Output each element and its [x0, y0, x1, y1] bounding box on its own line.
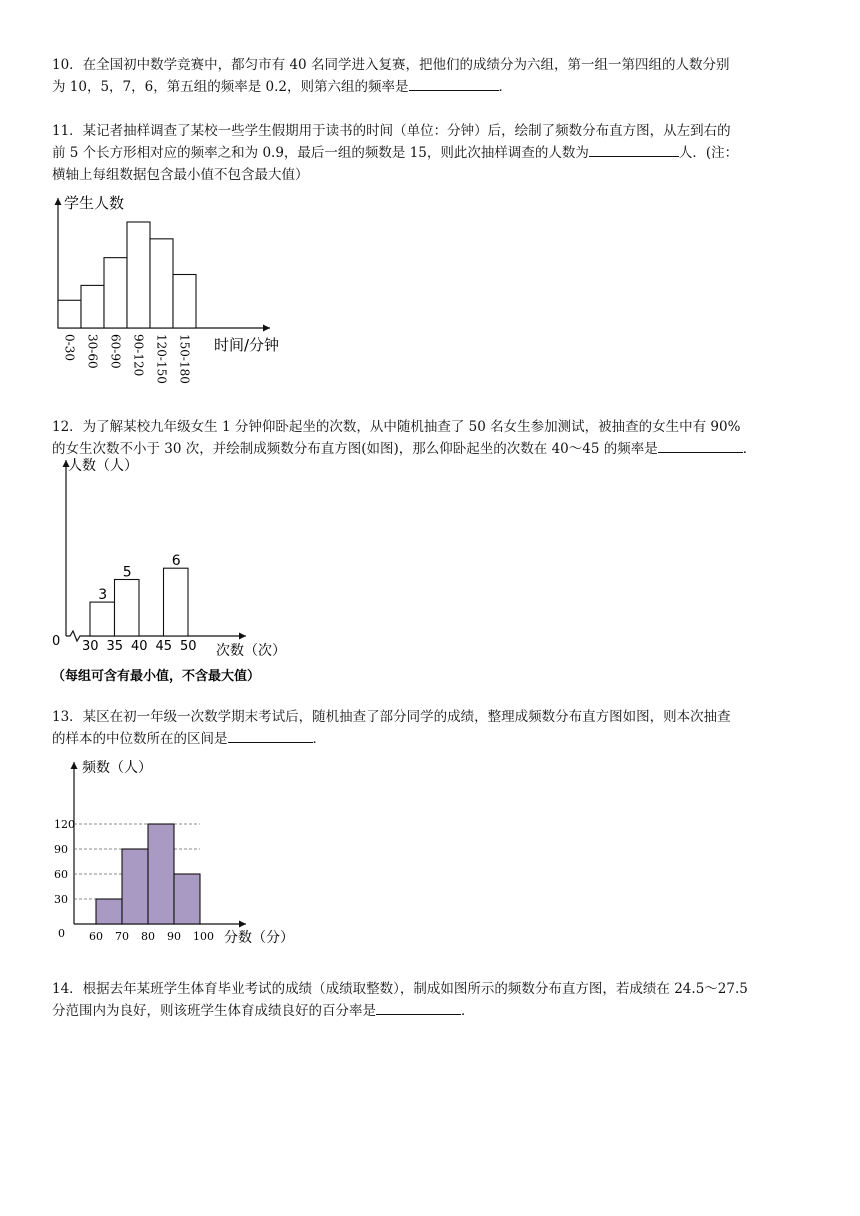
- bar-60-90: [104, 258, 127, 328]
- answer-blank[interactable]: [409, 76, 499, 91]
- question-14: [52, 978, 812, 1022]
- bar-60-70: [96, 899, 122, 924]
- y-axis-label: 频数（人）: [82, 760, 152, 776]
- x-axis-label: 时间/分钟: [214, 336, 280, 354]
- y-axis-label: 人数（人）: [68, 458, 138, 474]
- q12-histogram: [48, 456, 308, 686]
- answer-blank[interactable]: [589, 142, 679, 157]
- x-axis-label: 分数（分）: [224, 930, 294, 946]
- x-tick-label: 40: [131, 639, 148, 654]
- x-tick-label: 70: [115, 930, 129, 943]
- x-tick-label: 150-180: [177, 334, 192, 384]
- bar-35-40: [115, 580, 140, 637]
- y-tick-label: 120: [54, 818, 75, 831]
- x-tick-label: 120-150: [154, 334, 169, 384]
- y-tick-label: 30: [54, 893, 68, 906]
- q11-line2-end: 人．(注：: [678, 145, 739, 161]
- x-tick-label: 90-120: [131, 334, 146, 377]
- y-axis-label: 学生人数: [64, 194, 125, 212]
- bar-30-60: [81, 285, 104, 328]
- x-tick-label: 100: [193, 930, 214, 943]
- origin-label: 0: [52, 634, 61, 649]
- q12-line2: 的女生次数不小于 30 次，并绘制成频数分布直方图(如图)，那么仰卧起坐的次数在 40～45 的频率是: [52, 441, 658, 457]
- x-tick-label: 45: [155, 639, 173, 654]
- q12-line2-end: ．: [742, 441, 757, 457]
- bar-80-90: [148, 824, 174, 924]
- q11-line3: 横轴上每组数据包含最小值不包含最大值）: [52, 167, 309, 183]
- x-tick-label: 30: [82, 639, 99, 654]
- bar-value-label: 3: [98, 587, 108, 604]
- x-tick-label: 80: [141, 930, 155, 943]
- question-11: [52, 120, 812, 186]
- q12-line1: 12．为了解某校九年级女生 1 分钟仰卧起坐的次数，从中随机抽查了 50 名女生参加测试，被抽查的女生中有 90%: [52, 419, 741, 435]
- q10-line2-end: ．: [498, 79, 512, 95]
- q11-line1: 11．某记者抽样调查了某校一些学生假期用于读书的时间（单位：分钟）后，绘制了频数分布直方图，从左到右的: [52, 123, 731, 139]
- x-tick-label: 60: [89, 930, 103, 943]
- y-tick-label: 60: [54, 868, 68, 881]
- bar-70-80: [122, 849, 148, 924]
- bar-150-180: [173, 275, 196, 328]
- answer-blank[interactable]: [658, 438, 743, 453]
- answer-blank[interactable]: [376, 1000, 461, 1015]
- q11-line2: 前 5 个长方形相对应的频率之和为 0.9，最后一组的频数是 15，则此次抽样调查的人数为: [52, 145, 589, 161]
- y-tick-label: 90: [54, 843, 68, 856]
- bar-30-35: [90, 602, 115, 636]
- q10-line2: 为 10，5，7，6，第五组的频率是 0.2，则第六组的频率是: [52, 79, 409, 95]
- q14-line2-end: ．: [461, 1003, 475, 1019]
- x-tick-label: 50: [180, 639, 197, 654]
- origin-label: 0: [58, 927, 65, 940]
- x-tick-label: 35: [106, 639, 124, 654]
- q10-line1: 10．在全国初中数学竞赛中，都匀市有 40 名同学进入复赛，把他们的成绩分为六组，第一组一第四组的人数分别: [52, 57, 730, 73]
- q11-histogram: [48, 192, 288, 387]
- q13-line2-end: ．: [312, 731, 326, 747]
- question-10: [52, 54, 812, 98]
- bar-120-150: [150, 239, 173, 328]
- bar-value-label: 5: [122, 564, 132, 581]
- q13-line2: 的样本的中位数所在的区间是: [52, 731, 228, 747]
- x-tick-label: 0-30: [62, 334, 77, 361]
- question-12: [52, 416, 812, 460]
- x-tick-label: 90: [167, 930, 181, 943]
- q13-line1: 13．某区在初一年级一次数学期末考试后，随机抽查了部分同学的成绩，整理成频数分布直方图如图，则本次抽查: [52, 709, 731, 725]
- x-tick-label: 60-90: [108, 334, 123, 369]
- question-13: [52, 706, 812, 750]
- bar-45-50: [164, 568, 189, 636]
- bar-90-120: [127, 222, 150, 328]
- chart-note: （每组可含有最小值，不含最大值）: [52, 669, 261, 684]
- q14-line2: 分范围内为良好，则该班学生体育成绩良好的百分率是: [52, 1003, 376, 1019]
- bar-value-label: 6: [171, 553, 181, 570]
- x-tick-label: 30-60: [85, 334, 100, 369]
- bar-0-30: [58, 300, 81, 328]
- answer-blank[interactable]: [228, 728, 313, 743]
- bar-90-100: [174, 874, 200, 924]
- x-axis-label: 次数（次）: [216, 643, 286, 659]
- q13-histogram: [50, 756, 310, 956]
- q14-line1: 14．根据去年某班学生体育毕业考试的成绩（成绩取整数），制成如图所示的频数分布直方图，若成绩在 24.5～27.5: [52, 981, 748, 997]
